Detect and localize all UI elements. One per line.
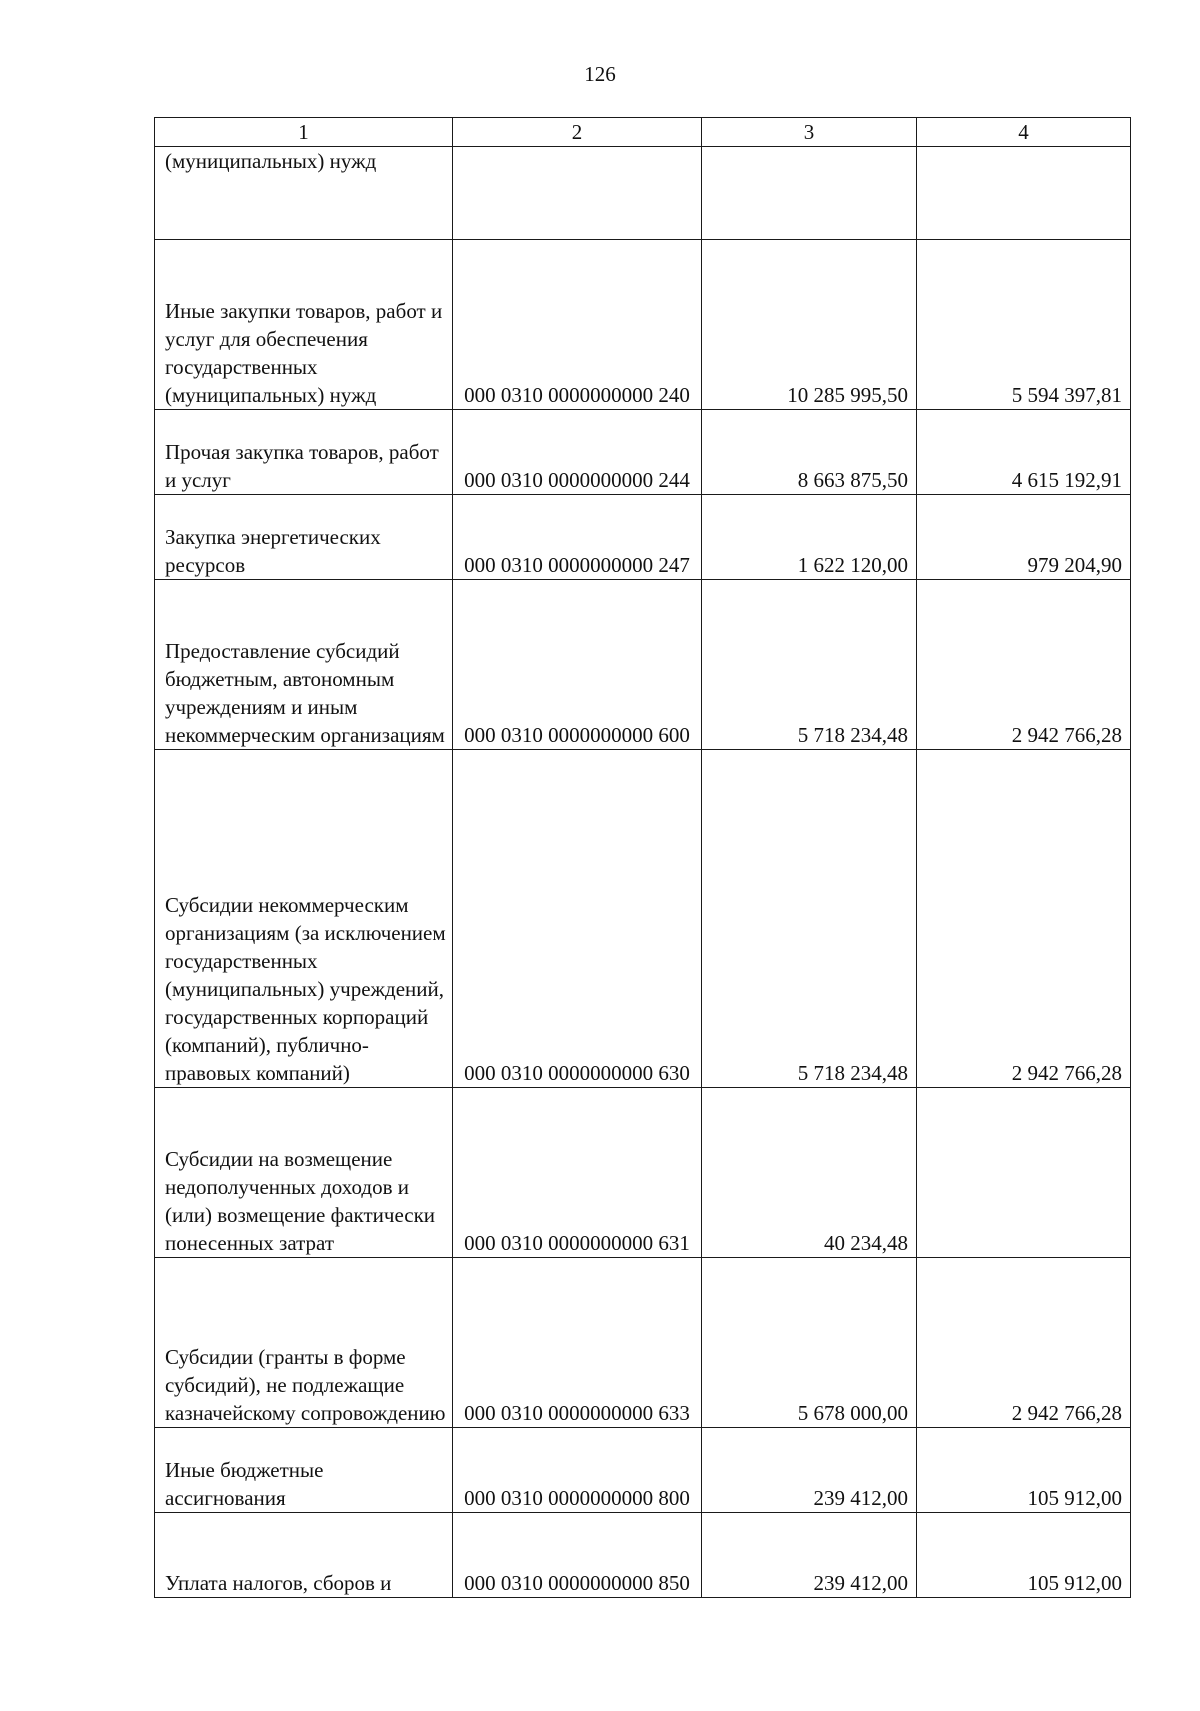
- row-code: 000 0310 0000000000 850: [453, 1513, 702, 1598]
- column-header-1: 1: [155, 118, 453, 147]
- table-row: [155, 410, 1131, 495]
- row-code: 000 0310 0000000000 800: [453, 1428, 702, 1513]
- row-name: Закупка энергетических ресурсов: [155, 495, 453, 580]
- table-row: [155, 1258, 1131, 1428]
- row-name: Предоставление субсидий бюджетным, автономным учреждениям и иным некоммерческим организациям: [155, 580, 453, 750]
- row-amount-col4: 2 942 766,28: [917, 1258, 1131, 1428]
- row-amount-col4: [917, 1088, 1131, 1258]
- row-code: 000 0310 0000000000 240: [453, 240, 702, 410]
- column-header-2: 2: [453, 118, 702, 147]
- table-row: [155, 240, 1131, 410]
- table-row: [155, 147, 1131, 240]
- row-name: Субсидии на возмещение недополученных доходов и (или) возмещение фактически понесенных затрат: [155, 1088, 453, 1258]
- table-row: [155, 580, 1131, 750]
- row-amount-col4: 105 912,00: [917, 1428, 1131, 1513]
- table-header-row: [155, 118, 1131, 147]
- row-name: Субсидии некоммерческим организациям (за исключением государственных (муниципальных) учреждений, государственных корпораций (компаний), публично-правовых компаний): [155, 750, 453, 1088]
- row-amount-col4: 105 912,00: [917, 1513, 1131, 1598]
- row-amount-col4: 2 942 766,28: [917, 580, 1131, 750]
- row-amount-col3: [702, 147, 917, 240]
- column-header-4: 4: [917, 118, 1131, 147]
- row-amount-col3: 239 412,00: [702, 1513, 917, 1598]
- row-name: Субсидии (гранты в форме субсидий), не подлежащие казначейскому сопровождению: [155, 1258, 453, 1428]
- row-amount-col3: 8 663 875,50: [702, 410, 917, 495]
- row-amount-col3: 1 622 120,00: [702, 495, 917, 580]
- row-code: 000 0310 0000000000 631: [453, 1088, 702, 1258]
- row-amount-col3: 5 718 234,48: [702, 580, 917, 750]
- page-number: 126: [584, 62, 616, 86]
- row-name: Иные бюджетные ассигнования: [155, 1428, 453, 1513]
- row-name: Иные закупки товаров, работ и услуг для обеспечения государственных (муниципальных) нужд: [155, 240, 453, 410]
- row-code: 000 0310 0000000000 244: [453, 410, 702, 495]
- row-amount-col3: 40 234,48: [702, 1088, 917, 1258]
- table-row: [155, 1513, 1131, 1598]
- row-name: Уплата налогов, сборов и: [155, 1513, 453, 1598]
- table-row: [155, 495, 1131, 580]
- table-row: [155, 1088, 1131, 1258]
- row-code: 000 0310 0000000000 600: [453, 580, 702, 750]
- row-amount-col4: 2 942 766,28: [917, 750, 1131, 1088]
- row-amount-col3: 10 285 995,50: [702, 240, 917, 410]
- column-header-3: 3: [702, 118, 917, 147]
- row-amount-col4: [917, 147, 1131, 240]
- row-name: Прочая закупка товаров, работ и услуг: [155, 410, 453, 495]
- table-row: [155, 750, 1131, 1088]
- row-code: 000 0310 0000000000 247: [453, 495, 702, 580]
- row-code: 000 0310 0000000000 633: [453, 1258, 702, 1428]
- budget-table: [154, 117, 1131, 1598]
- table-row: [155, 1428, 1131, 1513]
- row-amount-col3: 5 678 000,00: [702, 1258, 917, 1428]
- row-amount-col4: 979 204,90: [917, 495, 1131, 580]
- row-amount-col3: 239 412,00: [702, 1428, 917, 1513]
- row-amount-col3: 5 718 234,48: [702, 750, 917, 1088]
- row-code: [453, 147, 702, 240]
- row-amount-col4: 5 594 397,81: [917, 240, 1131, 410]
- row-code: 000 0310 0000000000 630: [453, 750, 702, 1088]
- row-name: (муниципальных) нужд: [155, 147, 453, 240]
- row-amount-col4: 4 615 192,91: [917, 410, 1131, 495]
